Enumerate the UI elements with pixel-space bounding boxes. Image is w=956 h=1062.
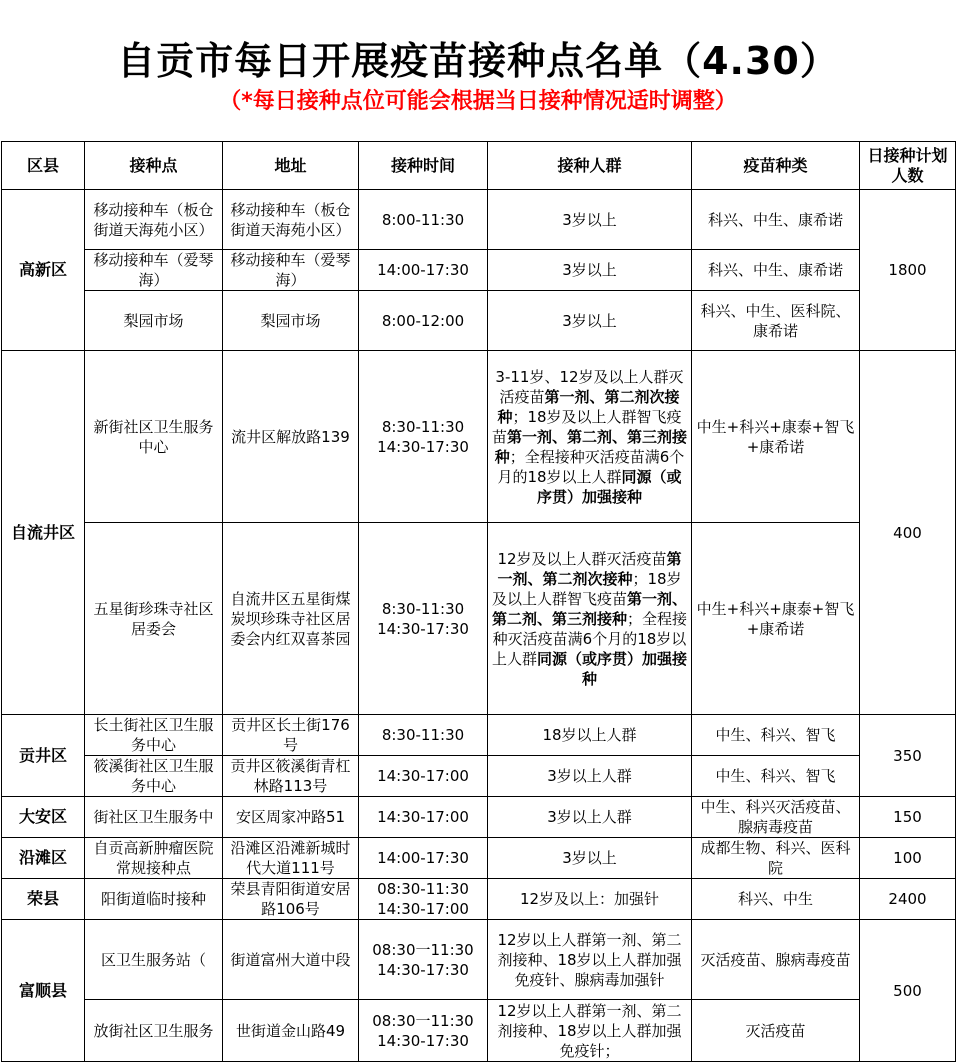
address-cell: 荣县青阳街道安居路106号	[223, 879, 359, 920]
county-cell: 自流井区	[2, 351, 85, 715]
county-cell: 荣县	[2, 879, 85, 920]
time-cell: 14:00-17:30	[359, 838, 488, 879]
site-cell: 街社区卫生服务中	[85, 797, 223, 838]
county-cell: 贡井区	[2, 715, 85, 797]
col-header-time: 接种时间	[359, 142, 488, 190]
county-cell: 大安区	[2, 797, 85, 838]
site-cell: 阳街道临时接种	[85, 879, 223, 920]
vaccine-cell: 中生、科兴、智飞	[692, 756, 860, 797]
time-cell: 8:30-11:30	[359, 715, 488, 756]
time-cell	[359, 523, 488, 715]
vaccine-line: 科兴、中生、医科院、	[700, 301, 851, 320]
col-header-address: 地址	[223, 142, 359, 190]
vaccine-cell: 灭活疫苗	[692, 1000, 860, 1062]
site-cell: 区卫生服务站（	[85, 920, 223, 1000]
table-row	[2, 1000, 956, 1062]
address-cell: 贡井区筱溪街青杠林路113号	[223, 756, 359, 797]
address-cell: 流井区解放路139	[223, 351, 359, 523]
col-header-people: 接种人群	[488, 142, 692, 190]
plan-cell: 150	[860, 797, 956, 838]
plan-cell: 350	[860, 715, 956, 797]
time-cell	[359, 920, 488, 1000]
table-row	[2, 756, 956, 797]
county-cell: 沿滩区	[2, 838, 85, 879]
people-text: 12岁及以上人群灭活疫苗	[497, 549, 667, 568]
vaccine-cell: 成都生物、科兴、医科院	[692, 838, 860, 879]
time-cell	[359, 1000, 488, 1062]
people-cell: 3岁以上人群	[488, 797, 692, 838]
table-row	[2, 920, 956, 1000]
time-line: 08:30一11:30	[372, 1011, 474, 1030]
people-text: 3-11岁、12岁及以上人群灭活疫苗	[495, 367, 684, 406]
vaccine-cell: 科兴、中生、康希诺	[692, 250, 860, 291]
people-text-bold: 同源（或序贯）加强接种	[536, 467, 682, 506]
people-text: ；全程接种灭活疫苗满6个月的18岁以上人群	[497, 447, 685, 486]
people-text-bold: 同源（或序贯）加强接种	[537, 649, 688, 688]
time-cell: 8:00-12:00	[359, 291, 488, 351]
people-text-bold: 第一剂、第二剂次接种	[497, 387, 680, 426]
table-row	[2, 291, 956, 351]
site-cell: 移动接种车（爱琴海）	[85, 250, 223, 291]
time-line: 08:30一11:30	[372, 940, 474, 959]
county-cell: 高新区	[2, 190, 85, 351]
people-cell: 12岁以上人群第一剂、第二剂接种、18岁以上人群加强免疫针、腺病毒加强针	[488, 920, 692, 1000]
site-cell: 筱溪街社区卫生服务中心	[85, 756, 223, 797]
address-cell: 街道富州大道中段	[223, 920, 359, 1000]
vaccine-cell: 中生、科兴、智飞	[692, 715, 860, 756]
people-text-bold: 第一剂、第二剂、第三剂接种	[491, 589, 688, 628]
people-cell: 3岁以上	[488, 291, 692, 351]
time-line: 14:30-17:30	[377, 1031, 469, 1050]
site-cell: 梨园市场	[85, 291, 223, 351]
vaccination-site-table	[1, 141, 956, 1062]
table-row	[2, 351, 956, 523]
time-cell: 14:00-17:30	[359, 250, 488, 291]
time-cell: 14:30-17:00	[359, 797, 488, 838]
time-line: 08:30-11:30	[377, 880, 469, 898]
site-cell: 放街社区卫生服务	[85, 1000, 223, 1062]
people-text-bold: 第一剂、第二剂、第三剂接种	[494, 427, 688, 466]
people-cell: 3岁以上	[488, 190, 692, 250]
address-cell: 移动接种车（板仓街道天海苑小区）	[223, 190, 359, 250]
vaccine-cell: 科兴、中生、康希诺	[692, 190, 860, 250]
address-cell: 自流井区五星街煤炭坝珍珠寺社区居委会内红双喜茶园	[223, 523, 359, 715]
time-line: 14:30-17:00	[377, 900, 469, 918]
col-header-site: 接种点	[85, 142, 223, 190]
site-cell: 长土街社区卫生服务中心	[85, 715, 223, 756]
people-text-bold: 第一剂、第二剂次接种	[497, 549, 682, 588]
time-cell: 14:30-17:00	[359, 756, 488, 797]
time-line: 14:30-17:30	[377, 960, 469, 979]
site-cell: 移动接种车（板仓街道天海苑小区）	[85, 190, 223, 250]
col-header-plan: 日接种计划人数	[860, 142, 956, 190]
time-cell	[359, 351, 488, 523]
address-cell: 移动接种车（爱琴海）	[223, 250, 359, 291]
table-header-row	[2, 142, 956, 190]
plan-cell: 1800	[860, 190, 956, 351]
table-row	[2, 879, 956, 920]
table-row	[2, 715, 956, 756]
vaccine-cell: 科兴、中生	[692, 879, 860, 920]
table-row	[2, 250, 956, 291]
site-cell: 五星街珍珠寺社区居委会	[85, 523, 223, 715]
people-cell	[488, 351, 692, 523]
address-cell: 沿滩区沿滩新城时代大道111号	[223, 838, 359, 879]
people-cell: 3岁以上	[488, 838, 692, 879]
page-subtitle: （*每日接种点位可能会根据当日接种情况适时调整）	[219, 89, 737, 114]
vaccine-cell: 灭活疫苗、腺病毒疫苗	[692, 920, 860, 1000]
time-line: 8:30-11:30	[381, 417, 465, 436]
people-cell: 3岁以上	[488, 250, 692, 291]
people-text: ；18岁及以上人群智飞疫苗	[491, 569, 682, 608]
site-cell: 新街社区卫生服务中心	[85, 351, 223, 523]
page-title: 自贡市每日开展疫苗接种点名单（4.30）	[117, 39, 839, 83]
time-line: 14:30-17:30	[377, 619, 469, 638]
table-row	[2, 190, 956, 250]
site-cell: 自贡高新肿瘤医院常规接种点	[85, 838, 223, 879]
county-cell: 富顺县	[2, 920, 85, 1062]
address-cell: 贡井区长土街176号	[223, 715, 359, 756]
people-cell: 12岁及以上：加强针	[488, 879, 692, 920]
address-cell: 梨园市场	[223, 291, 359, 351]
people-text: ；全程接种灭活疫苗满6个月的18岁以上人群	[491, 609, 688, 668]
table-row	[2, 523, 956, 715]
vaccine-cell: 中生+科兴+康泰+智飞+康希诺	[692, 523, 860, 715]
people-cell: 3岁以上人群	[488, 756, 692, 797]
time-cell: 8:00-11:30	[359, 190, 488, 250]
vaccine-cell: 中生、科兴灭活疫苗、腺病毒疫苗	[692, 797, 860, 838]
plan-cell: 500	[860, 920, 956, 1062]
col-header-vaccine: 疫苗种类	[692, 142, 860, 190]
vaccine-cell	[692, 291, 860, 351]
time-line: 14:30-17:30	[377, 437, 469, 456]
plan-cell: 400	[860, 351, 956, 715]
time-cell	[359, 879, 488, 920]
col-header-county: 区县	[2, 142, 85, 190]
address-cell: 世街道金山路49	[223, 1000, 359, 1062]
plan-cell: 100	[860, 838, 956, 879]
time-line: 8:30-11:30	[381, 599, 465, 618]
table-row	[2, 797, 956, 838]
plan-cell: 2400	[860, 879, 956, 920]
table-row	[2, 838, 956, 879]
vaccine-line: 康希诺	[752, 321, 798, 340]
address-cell: 安区周家冲路51	[223, 797, 359, 838]
people-text: ；18岁及以上人群智飞疫苗	[491, 407, 682, 446]
people-cell: 12岁以上人群第一剂、第二剂接种、18岁以上人群加强免疫针；	[488, 1000, 692, 1062]
people-cell: 18岁以上人群	[488, 715, 692, 756]
people-cell	[488, 523, 692, 715]
vaccine-cell: 中生+科兴+康泰+智飞+康希诺	[692, 351, 860, 523]
